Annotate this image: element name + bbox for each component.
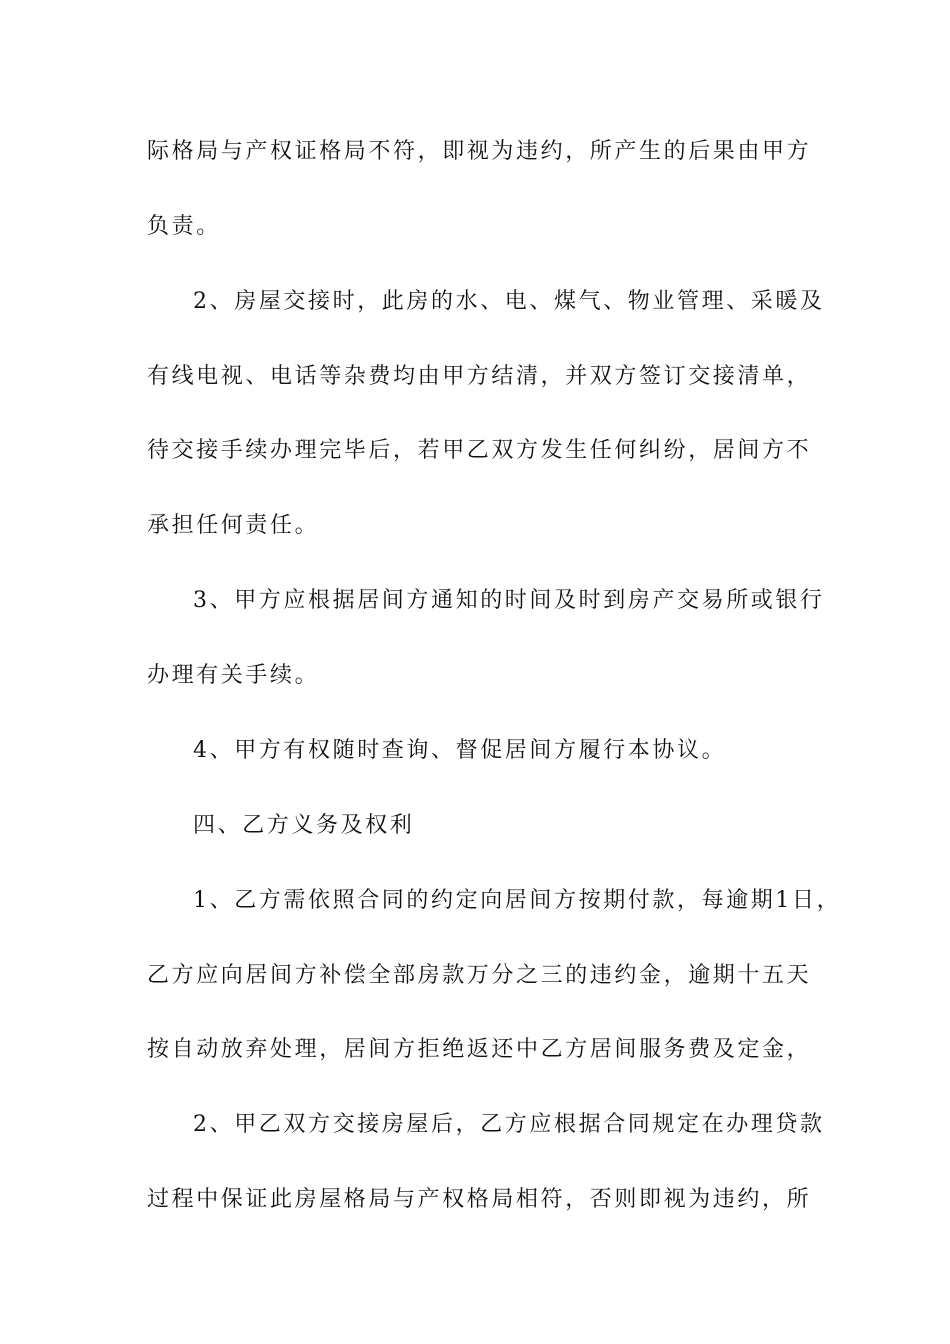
paragraph-start-line: 1、乙方需依照合同的约定向居间方按期付款，每逾期1日， <box>193 888 842 913</box>
paragraph-start-line: 2、甲乙双方交接房屋后，乙方应根据合同规定在办理贷款 <box>193 1112 825 1137</box>
text-line: 有线电视、电话等杂费均由甲方结清，并双方签订交接清单， <box>147 364 812 389</box>
text-line: 待交接手续办理完毕后，若甲乙双方发生任何纠纷，居间方不 <box>147 438 812 463</box>
paragraph-start-line: 4、甲方有权随时查询、督促居间方履行本协议。 <box>193 738 727 763</box>
paragraph-start-line: 2、房屋交接时，此房的水、电、煤气、物业管理、采暖及 <box>193 289 825 314</box>
text-line: 承担任何责任。 <box>147 513 320 538</box>
text-line: 过程中保证此房屋格局与产权格局相符，否则即视为违约，所 <box>147 1187 812 1212</box>
section-heading: 四、乙方义务及权利 <box>193 813 415 838</box>
text-line: 按自动放弃处理，居间方拒绝返还中乙方居间服务费及定金， <box>147 1037 812 1062</box>
text-line: 际格局与产权证格局不符，即视为违约，所产生的后果由甲方 <box>147 139 812 164</box>
text-line: 办理有关手续。 <box>147 663 320 688</box>
text-line: 乙方应向居间方补偿全部房款万分之三的违约金，逾期十五天 <box>147 963 812 988</box>
text-line: 负责。 <box>147 214 221 239</box>
paragraph-start-line: 3、甲方应根据居间方通知的时间及时到房产交易所或银行 <box>193 588 825 613</box>
